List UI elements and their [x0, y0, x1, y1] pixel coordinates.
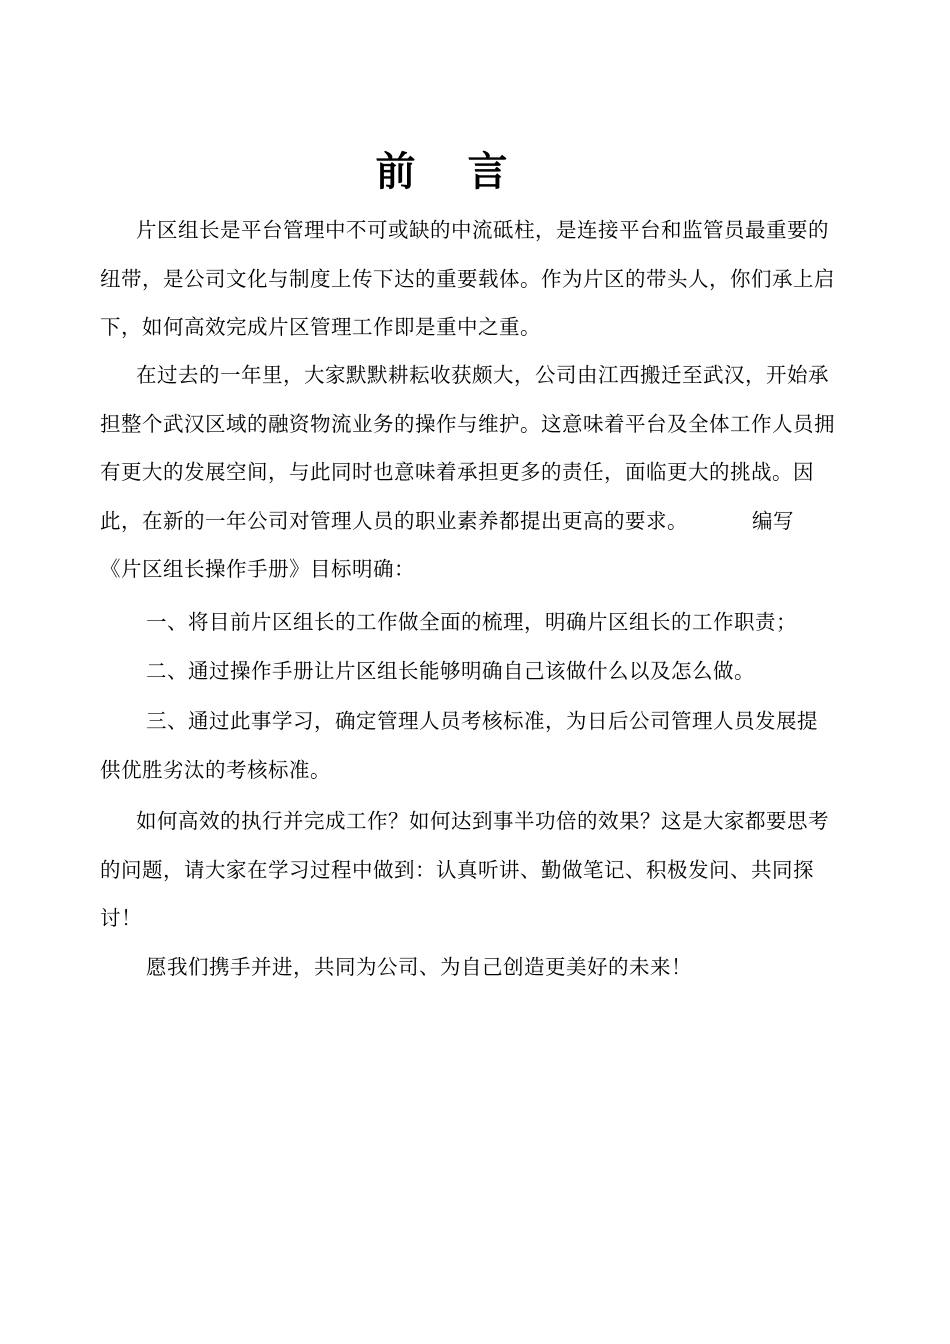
intro-paragraph: 片区组长是平台管理中不可或缺的中流砥柱，是连接平台和监管员最重要的纽带，是公司文化与制度上传下达的重要载体。作为片区的带头人，你们承上启下，如何高效完成片区管理工作即是重中之重。: [100, 218, 835, 339]
goal-item-1: 一、将目前片区组长的工作做全面的梳理，明确片区组长的工作职责；: [146, 610, 797, 634]
past-year-paragraph: [100, 351, 835, 594]
page-title: 前言: [375, 149, 560, 195]
past-year-text: 在过去的一年里，大家默默耕耘收获颇大，公司由江西搬迁至武汉，开始承担整个武汉区域的融资物流业务的操作与维护。这意味着平台及全体工作人员拥有更大的发展空间，与此同时也意味着承担更多的责任，面临更大的挑战。因此，在新的一年公司对管理人员的职业素养都提出更高的要求。: [100, 363, 835, 533]
goal-item-3: 三、通过此事学习，确定管理人员考核标准，为日后公司管理人员发展提供优胜劣汰的考核标准。: [100, 709, 818, 782]
closing-paragraph: 愿我们携手并进，共同为公司、为自己创造更美好的未来！: [146, 955, 692, 979]
goal-item-2: 二、通过操作手册让片区组长能够明确自己该做什么以及怎么做。: [146, 659, 755, 683]
manual-goal-text: 编写《片区组长操作手册》目标明确：: [100, 508, 794, 581]
study-paragraph: 如何高效的执行并完成工作？如何达到事半功倍的效果？这是大家都要思考的问题，请大家在学习过程中做到：认真听讲、勤做笔记、积极发问、共同探讨！: [100, 809, 829, 930]
